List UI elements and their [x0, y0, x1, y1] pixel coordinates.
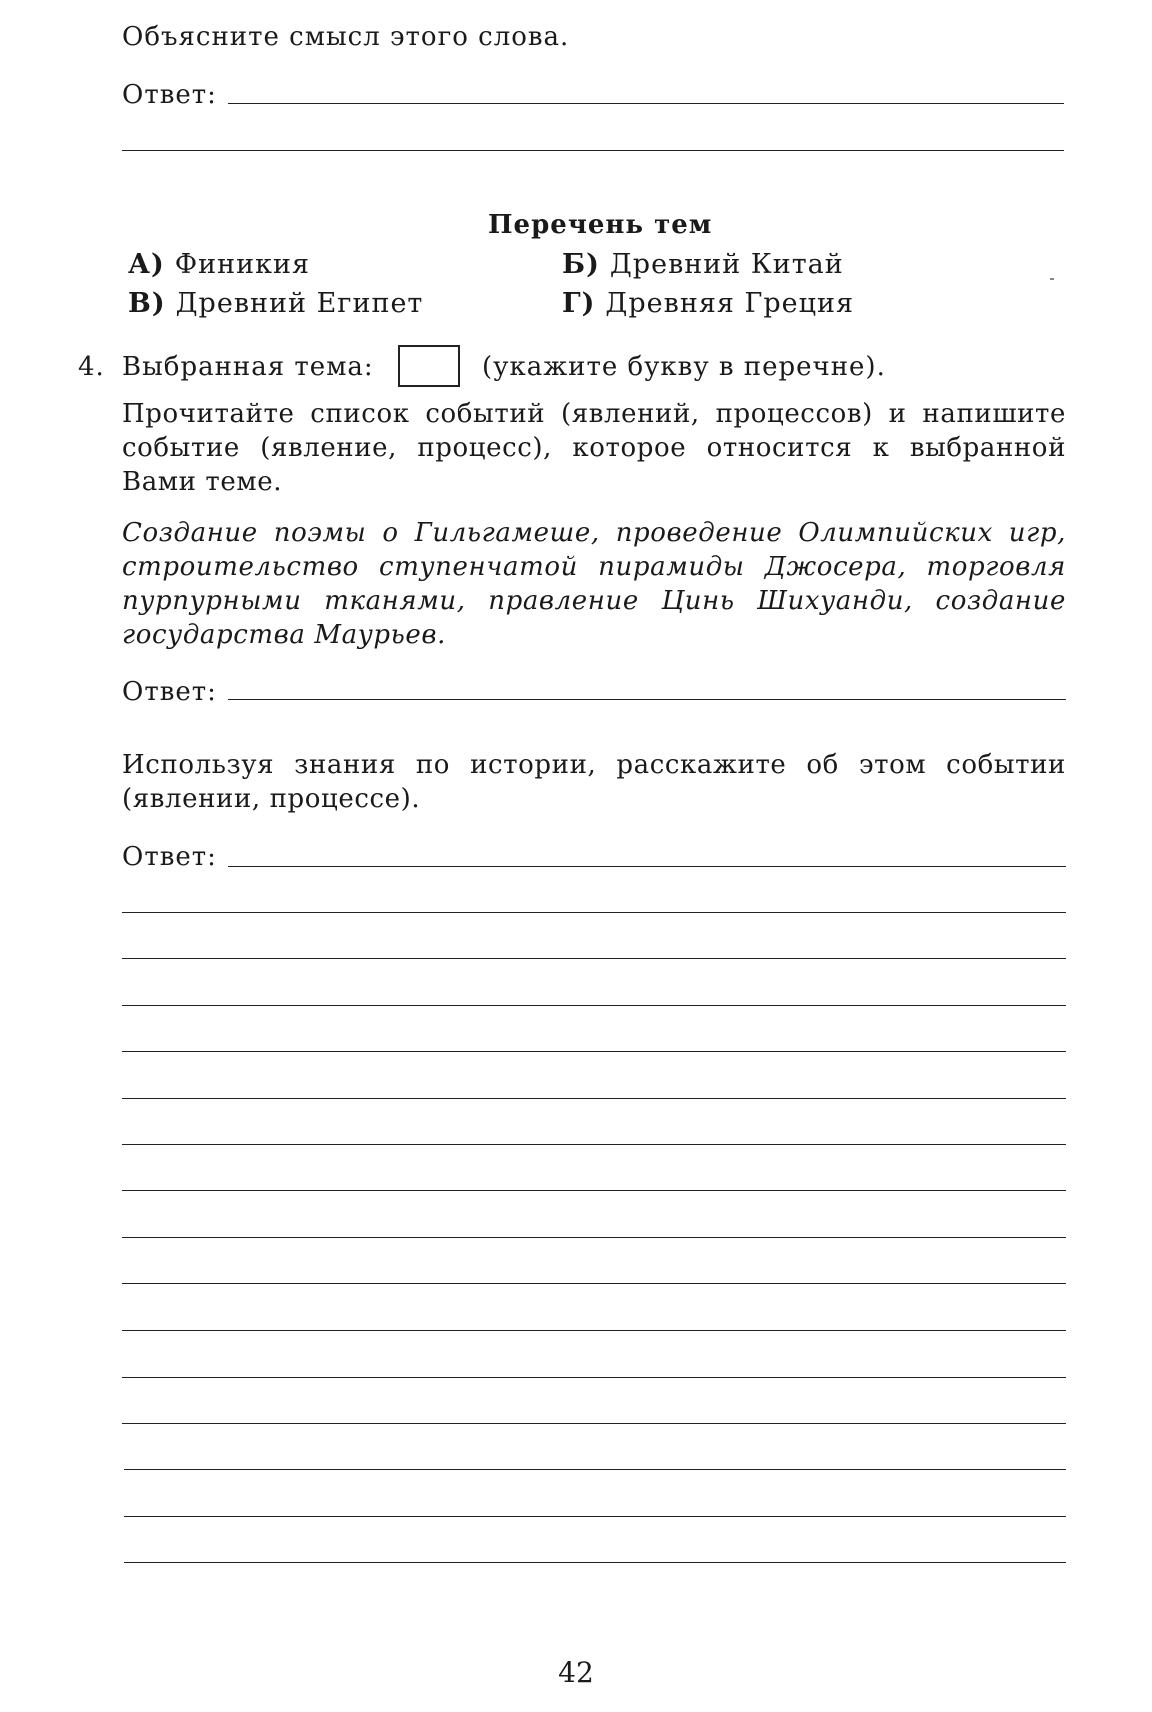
answer-line-1b[interactable]: [122, 150, 1064, 151]
task-number: 4.: [78, 352, 105, 382]
story-line-10[interactable]: [122, 1283, 1066, 1284]
page-number: 42: [558, 1656, 594, 1689]
story-line-5[interactable]: [122, 1051, 1066, 1052]
scan-speck: [1050, 278, 1054, 280]
answer-label-2: Ответ:: [122, 677, 217, 707]
topic-d: [562, 287, 854, 321]
story-line-8[interactable]: [122, 1190, 1066, 1191]
topic-b: [562, 248, 844, 282]
topic-a-letter: А): [128, 249, 165, 280]
story-line-2[interactable]: [122, 912, 1066, 913]
events-list: Создание поэмы о Гильгамеше, проведение Олимпийских игр, строительство ступенчатой пирамиды Джосера, торговля пурпурными тканями, правление Цинь Шихуанди, создание государства Маурьев.: [122, 518, 1066, 650]
story-line-16[interactable]: [124, 1562, 1066, 1563]
chosen-topic-hint: (укажите букву в перечне).: [482, 352, 886, 382]
story-line-9[interactable]: [122, 1237, 1066, 1238]
story-line-6[interactable]: [122, 1098, 1066, 1099]
answer-label-3: Ответ:: [122, 842, 217, 872]
story-line-7[interactable]: [122, 1144, 1066, 1145]
answer-label-1: Ответ:: [122, 80, 217, 110]
story-line-11[interactable]: [122, 1330, 1066, 1331]
story-line-14[interactable]: [124, 1469, 1066, 1470]
topics-heading: Перечень тем: [488, 210, 713, 240]
story-line-4[interactable]: [122, 1005, 1066, 1006]
story-line-12[interactable]: [122, 1377, 1066, 1378]
story-line-13[interactable]: [122, 1423, 1066, 1424]
topic-b-name: Древний Китай: [609, 249, 844, 280]
topic-c-letter: В): [128, 288, 166, 319]
answer-line-2[interactable]: [228, 699, 1066, 700]
topic-d-letter: Г): [562, 288, 596, 319]
topic-c-name: Древний Египет: [175, 288, 424, 319]
story-line-1[interactable]: [228, 866, 1066, 867]
topic-b-letter: Б): [562, 249, 600, 280]
answer-line-1a[interactable]: [228, 103, 1064, 104]
chosen-topic-box[interactable]: [398, 345, 460, 387]
topic-d-name: Древняя Греция: [605, 288, 855, 319]
topic-c: [128, 287, 423, 321]
story-line-3[interactable]: [122, 958, 1066, 959]
chosen-topic-label: Выбранная тема:: [122, 352, 374, 382]
story-line-15[interactable]: [124, 1516, 1066, 1517]
topic-a-name: Финикия: [174, 249, 311, 280]
task-instruction: Прочитайте список событий (явлений, процессов) и напишите событие (явление, процесс), которое относится к выбранной Вами теме.: [122, 399, 1066, 497]
topic-a: [128, 248, 310, 282]
story-prompt: Используя знания по истории, расскажите об этом событии (явлении, процессе).: [122, 750, 1066, 814]
explain-instruction: Объясните смысл этого слова.: [122, 22, 570, 52]
